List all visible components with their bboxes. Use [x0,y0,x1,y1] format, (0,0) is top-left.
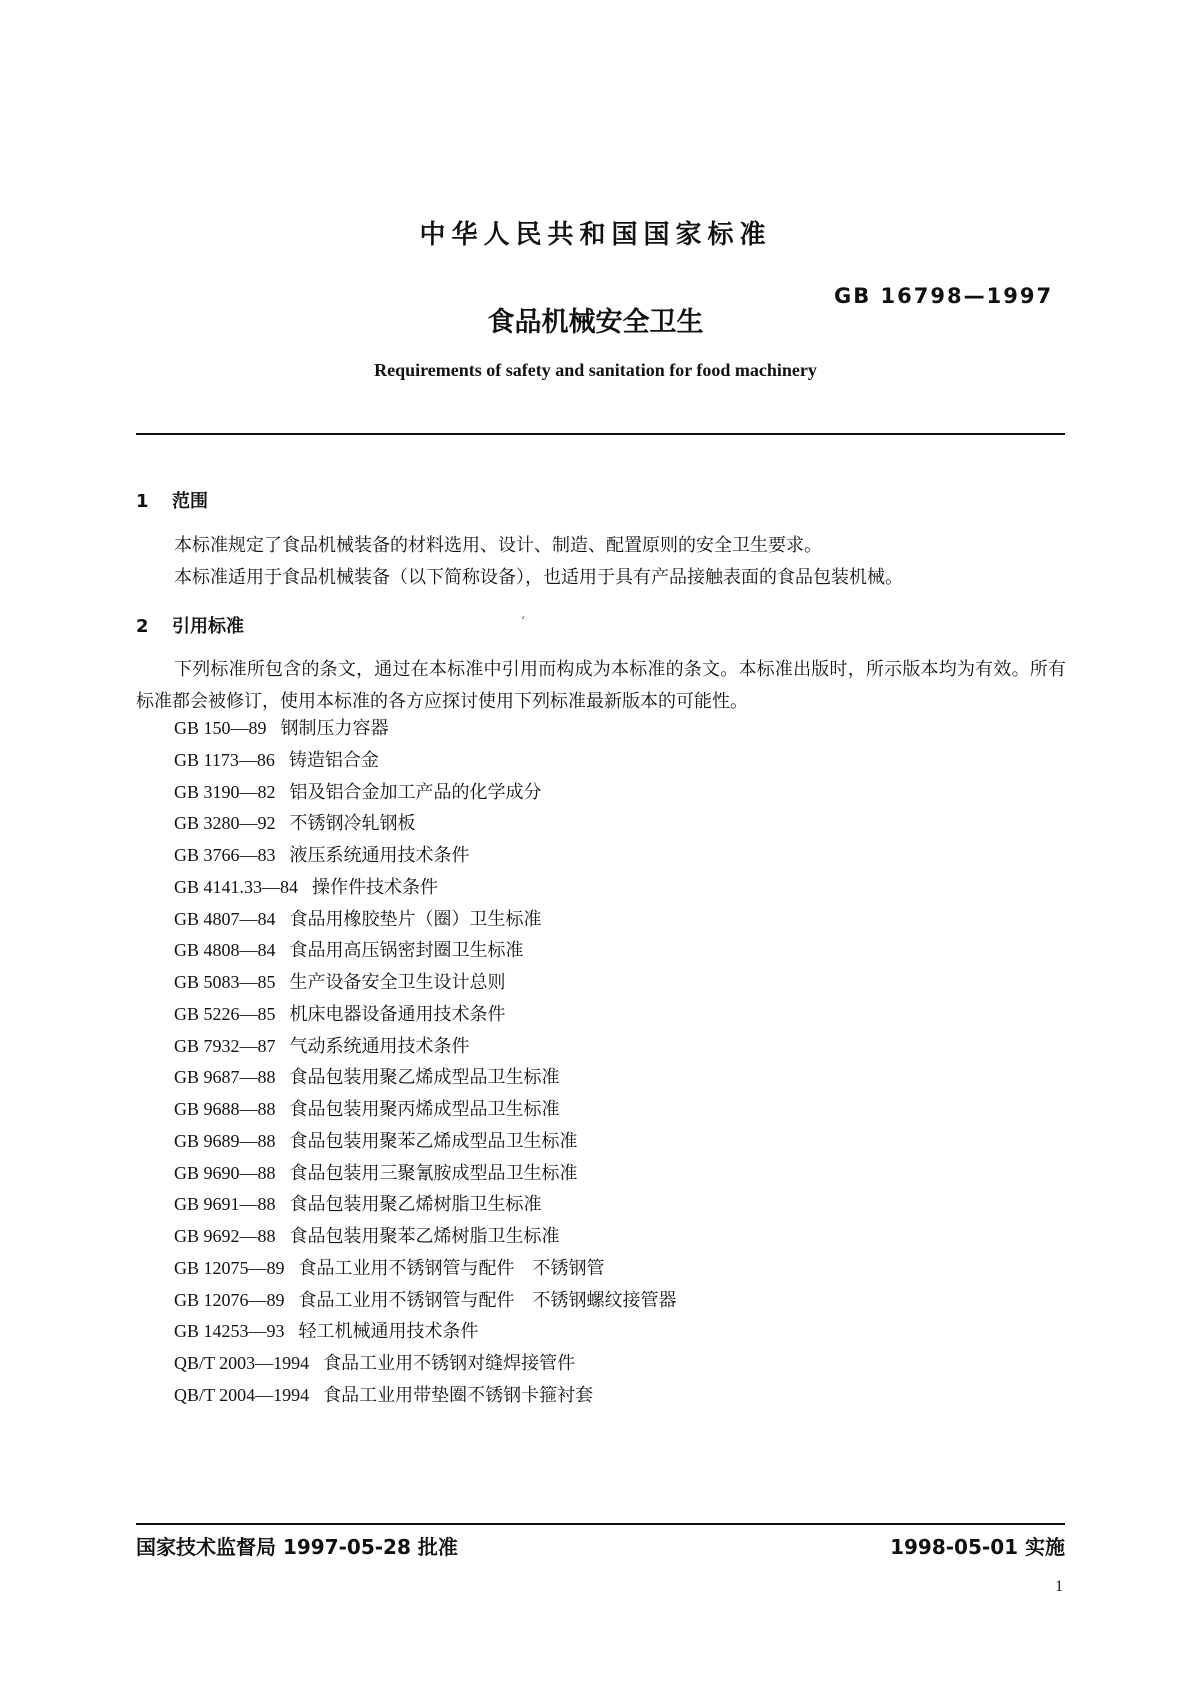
reference-code: GB 5083—85 [174,972,276,992]
reference-title: 铝及铝合金加工产品的化学成分 [289,781,542,803]
scope-paragraph-2: 本标准适用于食品机械装备（以下简称设备），也适用于具有产品接触表面的食品包装机械。 [174,567,903,588]
list-item [174,1126,677,1158]
list-item [174,872,677,904]
list-item [174,967,677,999]
section-heading-references [136,612,244,638]
reference-code: GB 3280—92 [174,813,276,834]
reference-title: 食品工业用不锈钢对缝焊接管件 [323,1353,576,1374]
reference-title: 气动系统通用技术条件 [289,1035,470,1057]
list-item [174,1158,677,1190]
reference-title: 铸造铝合金 [288,749,379,771]
reference-title: 食品用橡胶垫片（圈）卫生标准 [289,908,542,930]
list-item [174,1094,677,1126]
reference-code: GB 9690—88 [174,1162,276,1183]
reference-title: 食品包装用聚乙烯树脂卫生标准 [289,1194,542,1216]
section-number: 2 [136,616,149,637]
reference-code: GB 12075—89 [174,1257,285,1278]
reference-code: GB 14253—93 [174,1321,285,1342]
reference-code: GB 9691—88 [174,1194,276,1215]
reference-title: 操作件技术条件 [312,876,439,898]
list-item [174,1285,677,1317]
reference-code: GB 5226—85 [174,1003,276,1024]
reference-code: GB 7932—87 [174,1035,276,1056]
list-item [174,1380,677,1412]
list-item [174,1221,677,1253]
page-number: 1 [1055,1578,1063,1595]
reference-title: 不锈钢冷轧钢板 [289,813,416,835]
reference-title: 食品工业用不锈钢管与配件 不锈钢螺纹接管器 [298,1289,677,1311]
reference-code: GB 9689—88 [174,1130,276,1151]
reference-code: QB/T 2004—1994 [174,1384,310,1405]
list-item [174,935,677,967]
document-title-cn: 食品机械安全卫生 [487,307,704,338]
reference-title: 食品工业用不锈钢管与配件 不锈钢管 [298,1257,605,1279]
reference-list [174,713,677,1412]
national-standard-heading: 中华人民共和国国家标准 [419,220,772,250]
scope-paragraph-1: 本标准规定了食品机械装备的材料选用、设计、制造、配置原则的安全卫生要求。 [174,535,822,556]
reference-code: GB 4808—84 [174,940,276,961]
list-item [174,1316,677,1348]
list-item [174,904,677,936]
reference-code: GB 9692—88 [174,1226,276,1246]
section-title: 范围 [172,491,208,512]
reference-code: GB 9688—88 [174,1099,276,1119]
document-title-en: Requirements of safety and sanitation for food machinery [374,360,817,380]
list-item [174,1253,677,1285]
reference-title: 食品工业用带垫圈不锈钢卡箍衬套 [323,1384,594,1406]
scan-mark: ʻ [521,614,525,628]
references-intro: 下列标准所包含的条文，通过在本标准中引用而构成为本标准的条文。本标准出版时，所示版本均为有效。所有标准都会被修订，使用本标准的各方应探讨使用下列标准最新版本的可能性。 [136,659,1066,712]
reference-title: 食品包装用聚苯乙烯树脂卫生标准 [289,1226,560,1247]
list-item [174,808,677,840]
approval-info: 国家技术监督局 1997-05-28 批准 [136,1535,458,1559]
list-item [174,1348,677,1380]
reference-code: GB 3766—83 [174,845,276,865]
reference-title: 钢制压力容器 [280,718,389,739]
reference-title: 食品包装用聚乙烯成型品卫生标准 [289,1067,560,1089]
list-item [174,745,677,777]
reference-title: 食品包装用聚苯乙烯成型品卫生标准 [289,1130,578,1152]
list-item [174,1031,677,1063]
reference-code: GB 12076—89 [174,1289,285,1310]
standard-code: GB 16798—1997 [834,284,1054,308]
reference-title: 生产设备安全卫生设计总则 [289,972,506,993]
reference-title: 液压系统通用技术条件 [289,845,470,866]
reference-code: GB 150—89 [174,718,267,738]
list-item [174,1189,677,1221]
list-item [174,999,677,1031]
reference-code: GB 4807—84 [174,908,276,929]
reference-title: 食品用高压锅密封圈卫生标准 [289,940,524,962]
list-item [174,1062,677,1094]
header-divider [136,433,1065,435]
effective-date: 1998-05-01 实施 [890,1535,1065,1559]
reference-title: 食品包装用三聚氰胺成型品卫生标准 [289,1162,578,1184]
reference-code: GB 4141.33—84 [174,876,299,897]
reference-code: GB 1173—86 [174,749,275,770]
reference-code: GB 3190—82 [174,781,276,802]
section-heading-scope [136,487,208,513]
reference-title: 轻工机械通用技术条件 [298,1321,479,1343]
reference-code: GB 9687—88 [174,1067,276,1088]
reference-code: QB/T 2003—1994 [174,1353,310,1373]
list-item [174,840,677,872]
reference-title: 机床电器设备通用技术条件 [289,1003,506,1025]
reference-title: 食品包装用聚丙烯成型品卫生标准 [289,1099,560,1120]
list-item [174,777,677,809]
footer-divider [136,1523,1065,1525]
section-title: 引用标准 [172,616,244,637]
list-item [174,713,677,745]
section-number: 1 [136,491,149,512]
